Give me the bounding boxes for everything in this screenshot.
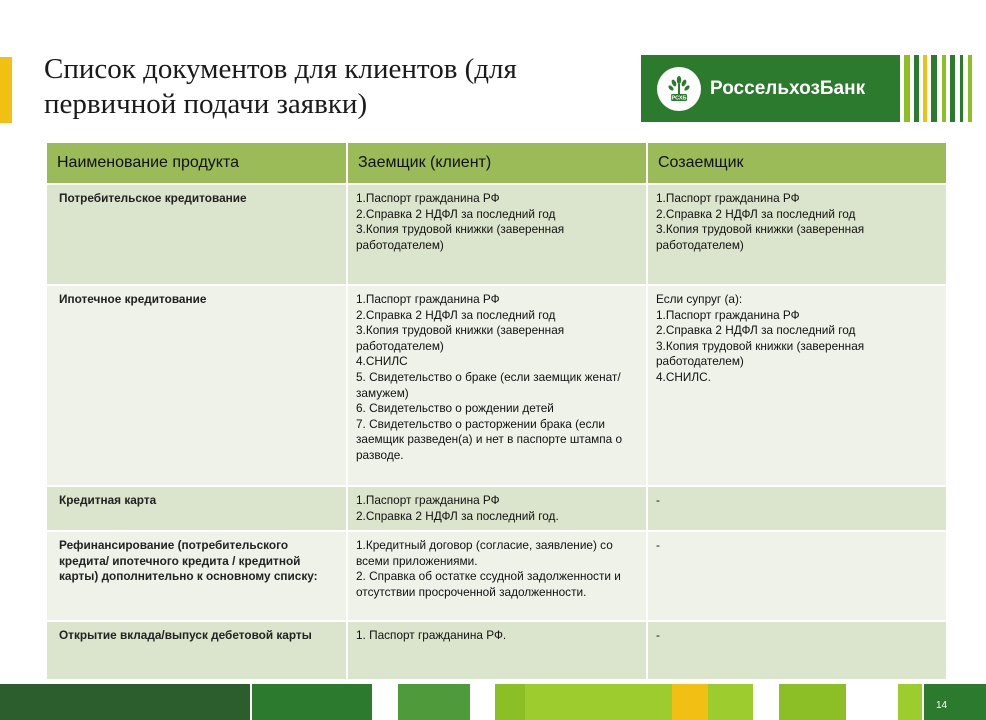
table-row — [46, 621, 947, 680]
borrower-cell: 1.Кредитный договор (согласие, заявление) со всеми приложениями. 2. Справка об остатке ссудной задолженности и отсутствии просроченной задолженности. — [347, 531, 647, 621]
product-cell: Кредитная карта — [46, 486, 347, 531]
coborrower-cell: 1.Паспорт гражданина РФ 2.Справка 2 НДФЛ за последний год 3.Копия трудовой книжки (заверенная работодателем) — [647, 184, 947, 285]
product-cell: Потребительское кредитование — [46, 184, 347, 285]
table-row — [46, 285, 947, 486]
footer-stripes — [0, 684, 986, 720]
page-title: Список документов для клиентов (для первичной подачи заявки) — [44, 53, 517, 120]
table-header-row — [46, 142, 947, 184]
svg-text:РСХБ: РСХБ — [671, 95, 687, 101]
table-row — [46, 531, 947, 621]
borrower-cell: 1.Паспорт гражданина РФ 2.Справка 2 НДФЛ за последний год. — [347, 486, 647, 531]
header-stripes — [894, 55, 986, 122]
page-number: 14 — [936, 700, 948, 711]
bank-logo — [641, 55, 894, 122]
coborrower-cell: Если супруг (а): 1.Паспорт гражданина РФ 2.Справка 2 НДФЛ за последний год 3.Копия трудовой книжки (заверенная работодателем) 4.СНИЛС. — [647, 285, 947, 486]
coborrower-cell: - — [647, 621, 947, 680]
table-row — [46, 486, 947, 531]
product-cell: Ипотечное кредитование — [46, 285, 347, 486]
bank-name: РоссельхозБанк — [710, 77, 866, 99]
header-coborrower: Созаемщик — [647, 142, 947, 184]
documents-table — [45, 141, 948, 681]
product-cell: Открытие вклада/выпуск дебетовой карты — [46, 621, 347, 680]
wheat-key-emblem-icon — [657, 67, 701, 111]
borrower-cell: 1. Паспорт гражданина РФ. — [347, 621, 647, 680]
header-borrower: Заемщик (клиент) — [347, 142, 647, 184]
borrower-cell: 1.Паспорт гражданина РФ 2.Справка 2 НДФЛ за последний год 3.Копия трудовой книжки (заверенная работодателем) 4.СНИЛС 5. Свидетельство о браке (если заемщик женат/ замужем) 6. Свидетельство о рождении детей 7. Свидетельство о расторжении брака (если заемщик разведен(а) и нет в паспорте штампа о разводе. — [347, 285, 647, 486]
left-accent-bar — [0, 57, 12, 123]
coborrower-cell: - — [647, 531, 947, 621]
coborrower-cell: - — [647, 486, 947, 531]
product-cell: Рефинансирование (потребительского кредита/ ипотечного кредита / кредитной карты) дополнительно к основному списку: — [46, 531, 347, 621]
borrower-cell: 1.Паспорт гражданина РФ 2.Справка 2 НДФЛ за последний год 3.Копия трудовой книжки (заверенная работодателем) — [347, 184, 647, 285]
table-row — [46, 184, 947, 285]
header-product: Наименование продукта — [46, 142, 347, 184]
